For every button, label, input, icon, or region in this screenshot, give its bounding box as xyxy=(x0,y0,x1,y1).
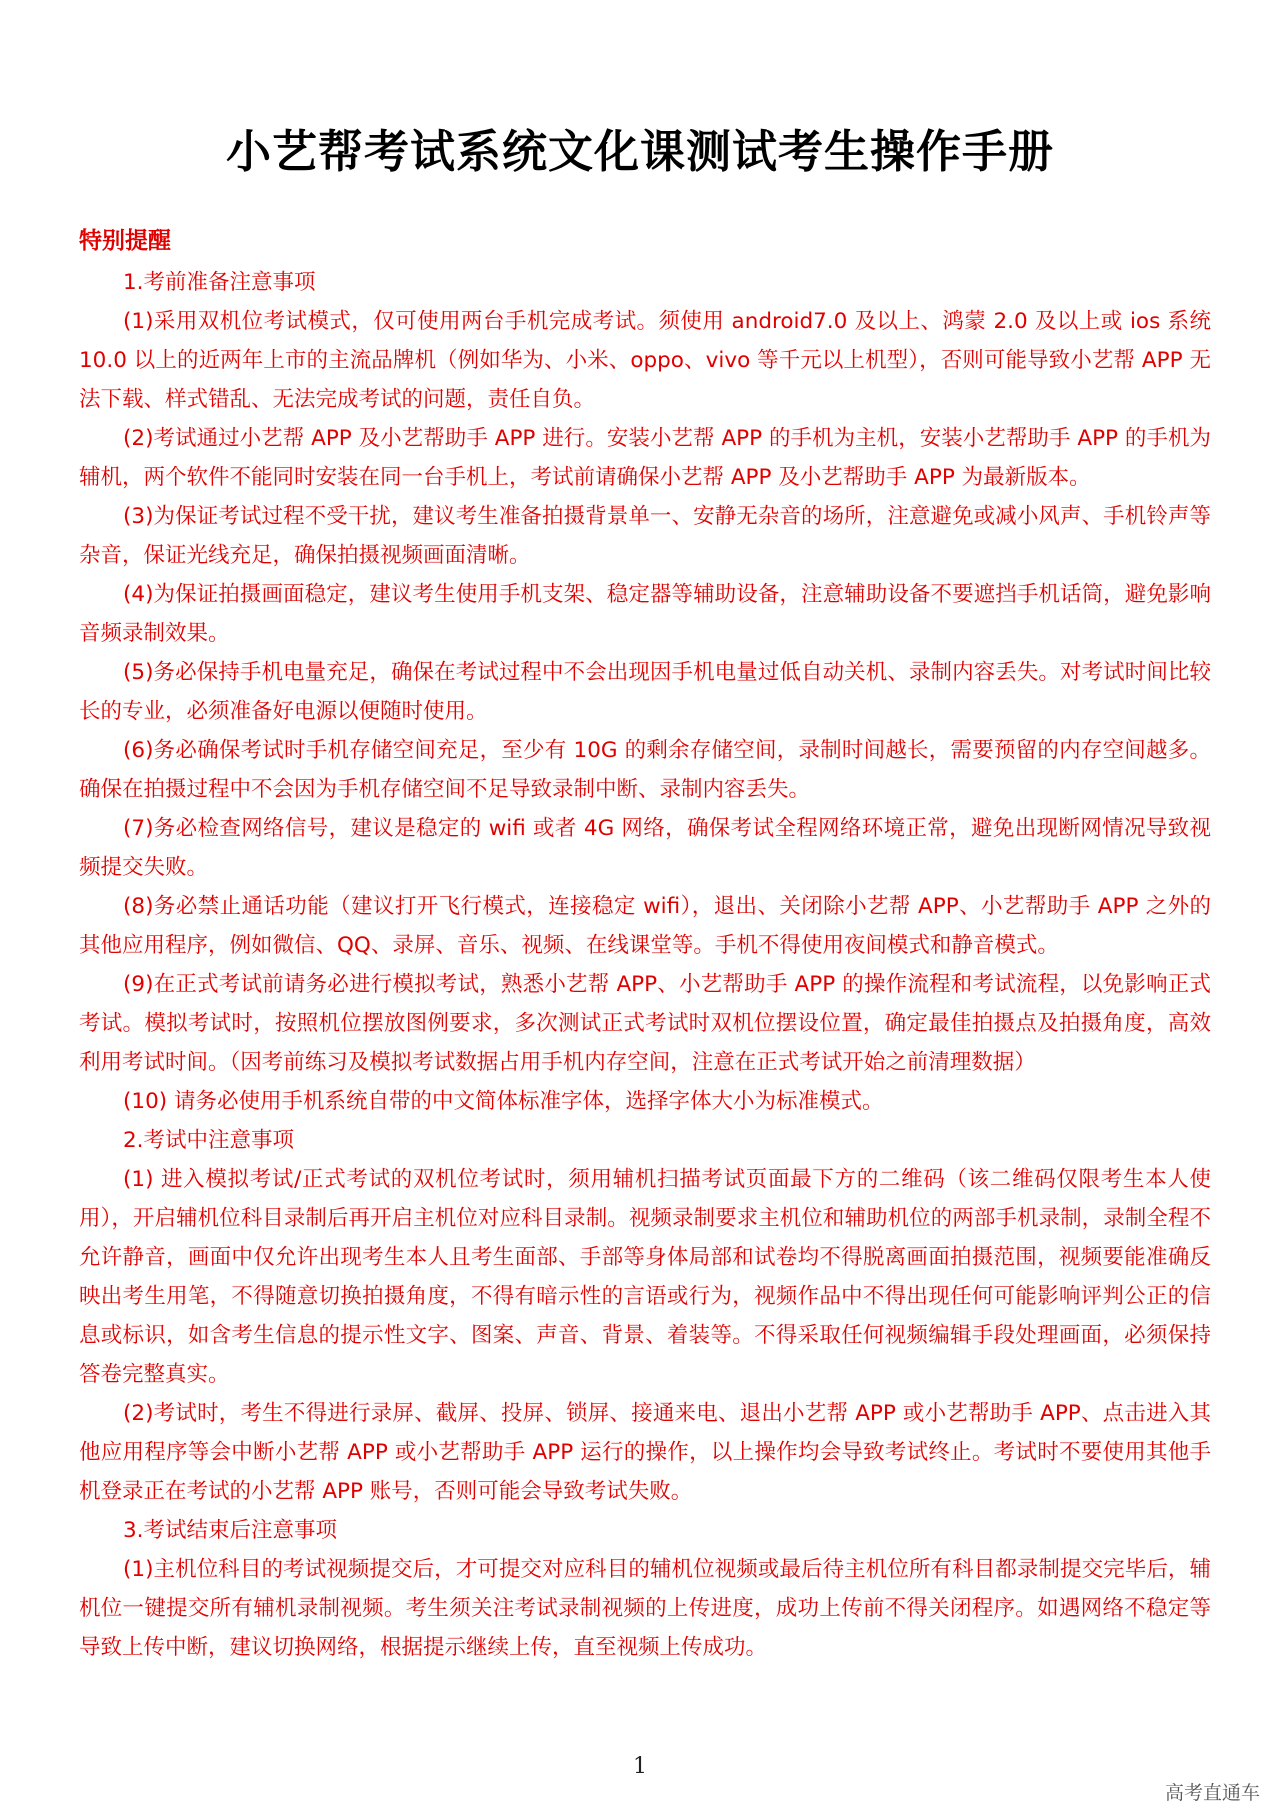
paragraph-before-8: (8)务必禁止通话功能（建议打开飞行模式，连接稳定 wifi），退出、关闭除小艺帮 APP、小艺帮助手 APP 之外的其他应用程序，例如微信、QQ、录屏、音乐、视频、在线课堂等。手机不得使用夜间模式和静音模式。 xyxy=(79,894,1211,958)
paragraph-before-7: (7)务必检查网络信号，建议是稳定的 wifi 或者 4G 网络，确保考试全程网络环境正常，避免出现断网情况导致视频提交失败。 xyxy=(79,816,1211,880)
paragraph-before-1: (1)采用双机位考试模式，仅可使用两台手机完成考试。须使用 android7.0 及以上、鸿蒙 2.0 及以上或 ios 系统 10.0 以上的近两年上市的主流品牌机（例如华为、小米、oppo、vivo 等千元以上机型），否则可能导致小艺帮 APP 无法下载、样式错乱、无法完成考试的问题，责任自负。 xyxy=(79,309,1211,412)
paragraph-before-9: (9)在正式考试前请务必进行模拟考试，熟悉小艺帮 APP、小艺帮助手 APP 的操作流程和考试流程，以免影响正式考试。模拟考试时，按照机位摆放图例要求，多次测试正式考试时双机位摆设位置，确定最佳拍摄点及拍摄角度，高效利用考试时间。（因考前练习及模拟考试数据占用手机内存空间，注意在正式考试开始之前清理数据） xyxy=(79,972,1211,1075)
document-body xyxy=(79,222,1211,1667)
paragraph-after-1: (1)主机位科目的考试视频提交后，才可提交对应科目的辅机位视频或最后待主机位所有科目都录制提交完毕后，辅机位一键提交所有辅机录制视频。考生须关注考试录制视频的上传进度，成功上传前不得关闭程序。如遇网络不稳定等导致上传中断，建议切换网络，根据提示继续上传，直至视频上传成功。 xyxy=(79,1557,1211,1660)
paragraph-before-6: (6)务必确保考试时手机存储空间充足，至少有 10G 的剩余存储空间，录制时间越长，需要预留的内存空间越多。确保在拍摄过程中不会因为手机存储空间不足导致录制中断、录制内容丢失。 xyxy=(79,738,1211,802)
paragraph-before-4: (4)为保证拍摄画面稳定，建议考生使用手机支架、稳定器等辅助设备，注意辅助设备不要遮挡手机话筒，避免影响音频录制效果。 xyxy=(79,582,1211,646)
paragraph-before-3: (3)为保证考试过程不受干扰，建议考生准备拍摄背景单一、安静无杂音的场所，注意避免或减小风声、手机铃声等杂音，保证光线充足，确保拍摄视频画面清晰。 xyxy=(79,504,1211,568)
section-heading-special-reminder: 特别提醒 xyxy=(79,228,171,254)
paragraph-during-1: (1) 进入模拟考试/正式考试的双机位考试时，须用辅机扫描考试页面最下方的二维码（该二维码仅限考生本人使用），开启辅机位科目录制后再开启主机位对应科目录制。视频录制要求主机位和辅助机位的两部手机录制，录制全程不允许静音，画面中仅允许出现考生本人且考生面部、手部等身体局部和试卷均不得脱离画面拍摄范围，视频要能准确反映出考生用笔，不得随意切换拍摄角度，不得有暗示性的言语或行为，视频作品中不得出现任何可能影响评判公正的信息或标识，如含考生信息的提示性文字、图案、声音、背景、着装等。不得采取任何视频编辑手段处理画面，必须保持答卷完整真实。 xyxy=(79,1167,1211,1387)
paragraph-before-10: (10) 请务必使用手机系统自带的中文简体标准字体，选择字体大小为标准模式。 xyxy=(123,1089,884,1114)
subheading-during-exam: 2.考试中注意事项 xyxy=(123,1128,295,1153)
subheading-after-exam: 3.考试结束后注意事项 xyxy=(123,1518,338,1543)
page-number: 1 xyxy=(633,1754,647,1779)
subheading-before-exam: 1.考前准备注意事项 xyxy=(123,270,316,295)
paragraph-before-5: (5)务必保持手机电量充足，确保在考试过程中不会出现因手机电量过低自动关机、录制内容丢失。对考试时间比较长的专业，必须准备好电源以便随时使用。 xyxy=(79,660,1211,724)
paragraph-during-2: (2)考试时，考生不得进行录屏、截屏、投屏、锁屏、接通来电、退出小艺帮 APP 或小艺帮助手 APP、点击进入其他应用程序等会中断小艺帮 APP 或小艺帮助手 APP 运行的操作，以上操作均会导致考试终止。考试时不要使用其他手机登录正在考试的小艺帮 APP 账号，否则可能会导致考试失败。 xyxy=(79,1401,1211,1504)
watermark-label: 高考直通车 xyxy=(1164,1782,1260,1804)
paragraph-before-2: (2)考试通过小艺帮 APP 及小艺帮助手 APP 进行。安装小艺帮 APP 的手机为主机，安装小艺帮助手 APP 的手机为辅机，两个软件不能同时安装在同一台手机上，考试前请确保小艺帮 APP 及小艺帮助手 APP 为最新版本。 xyxy=(79,426,1211,490)
document-title: 小艺帮考试系统文化课测试考生操作手册 xyxy=(225,125,1054,178)
